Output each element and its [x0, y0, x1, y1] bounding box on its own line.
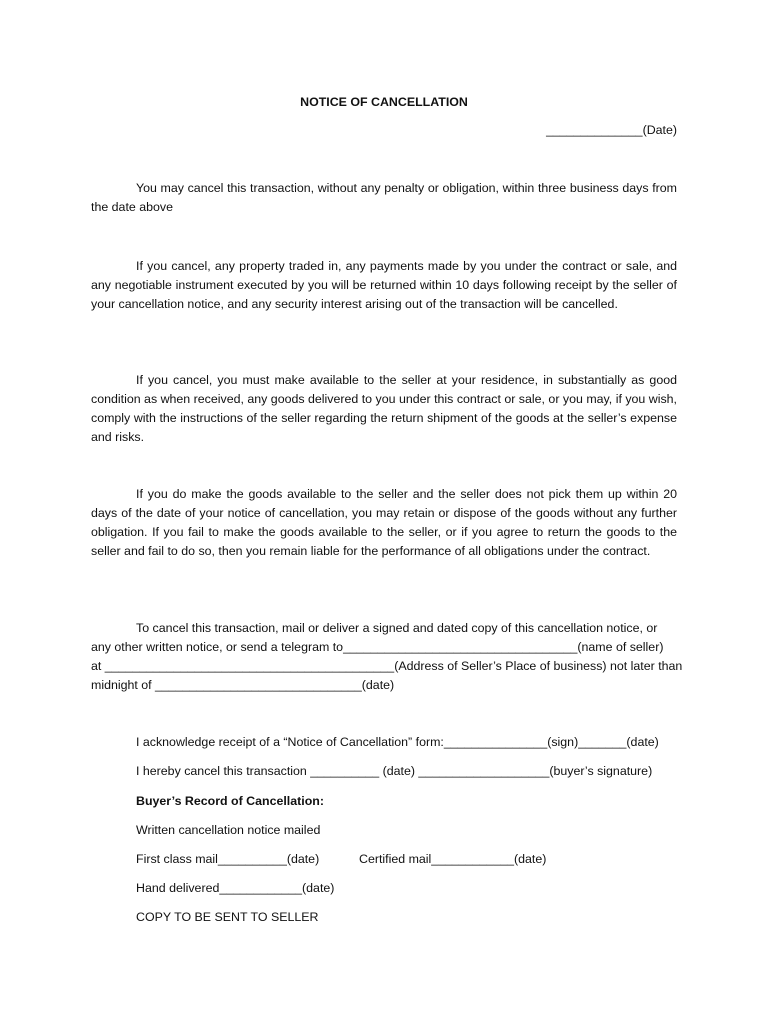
- paragraph-text: If you cancel, any property traded in, any payments made by you under the contract or sale, and any negotiable instrument executed by you will be returned within 10 days following receipt by the seller of your cancellation notice, and any security interest arising out of the transaction will be cancelled.: [91, 259, 677, 311]
- paragraph-text: If you cancel, you must make available to the seller at your residence, in substantially as good condition as when received, any goods delivered to you under this contract or sale, or you may, if you wish, comply with the instructions of the seller regarding the return shipment of the goods at the seller’s expense and risks.: [91, 373, 677, 444]
- certified-mail-line: Certified mail____________(date): [359, 852, 547, 866]
- cancel-instructions-line-1: To cancel this transaction, mail or deliver a signed and dated copy of this cancellation notice, or: [136, 621, 658, 635]
- written-notice-line: Written cancellation notice mailed: [136, 823, 321, 837]
- paragraph-text: If you do make the goods available to the seller and the seller does not pick them up within 20 days of the date of your notice of cancellation, you may retain or dispose of the goods without any further obligation. If you fail to make the goods available to the seller, or if you agree to return the goods to the seller and fail to do so, then you remain liable for the performance of all obligations under the contract.: [91, 487, 677, 558]
- date-field-line: ______________(Date): [546, 123, 677, 137]
- paragraph-refund: [91, 257, 677, 314]
- hereby-cancel-line: I hereby cancel this transaction __________ (date) ___________________(buyer’s signature): [136, 764, 653, 778]
- first-class-mail-line: First class mail__________(date): [136, 852, 320, 866]
- buyer-record-heading: Buyer’s Record of Cancellation:: [136, 794, 324, 808]
- cancel-instructions-line-4: midnight of ______________________________(date): [91, 678, 395, 692]
- paragraph-text: You may cancel this transaction, without any penalty or obligation, within three business days from the date above: [91, 181, 677, 214]
- document-title: NOTICE OF CANCELLATION: [300, 95, 468, 109]
- acknowledge-receipt-line: I acknowledge receipt of a “Notice of Cancellation” form:_______________(sign)_______(date): [136, 735, 659, 749]
- paragraph-goods-retention: [91, 485, 677, 561]
- hand-delivered-line: Hand delivered____________(date): [136, 881, 335, 895]
- cancel-instructions-line-2: any other written notice, or send a telegram to__________________________________(name of seller): [91, 640, 664, 654]
- paragraph-goods-return: [91, 371, 677, 447]
- cancel-instructions-line-3: at __________________________________________(Address of Seller’s Place of business) not later than: [91, 659, 683, 673]
- copy-to-seller-note: COPY TO BE SENT TO SELLER: [136, 910, 319, 924]
- paragraph-cancel-right: [91, 179, 677, 217]
